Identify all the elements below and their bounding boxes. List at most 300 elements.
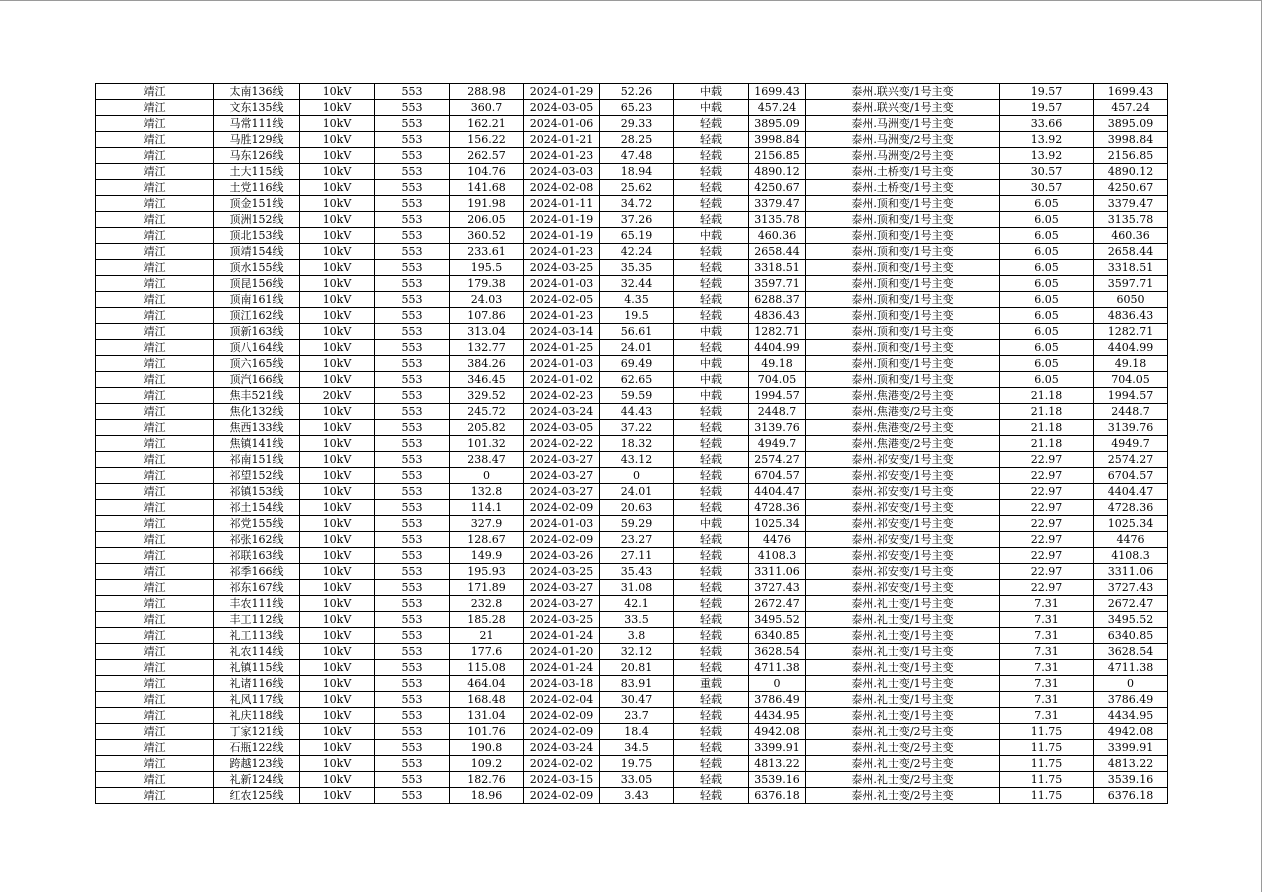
cell-available-capacity: 4813.22 xyxy=(749,756,806,772)
cell-load-rate: 3.8 xyxy=(600,628,674,644)
cell-current: 21 xyxy=(450,628,524,644)
cell-voltage: 10kV xyxy=(300,372,375,388)
cell-available-capacity: 1025.34 xyxy=(749,516,806,532)
cell-rated-current: 553 xyxy=(375,612,450,628)
cell-voltage: 10kV xyxy=(300,660,375,676)
cell-voltage: 10kV xyxy=(300,772,375,788)
cell-available-capacity: 2658.44 xyxy=(749,244,806,260)
cell-load-status: 中载 xyxy=(674,100,749,116)
cell-voltage: 10kV xyxy=(300,436,375,452)
cell-date: 2024-03-27 xyxy=(524,596,600,612)
cell-rated-current: 553 xyxy=(375,340,450,356)
cell-available-capacity: 3379.47 xyxy=(749,196,806,212)
cell-rated-current: 553 xyxy=(375,420,450,436)
cell-current: 114.1 xyxy=(450,500,524,516)
cell-adjusted-capacity: 6050 xyxy=(1094,292,1168,308)
cell-transformer: 泰州.焦港变/2号主变 xyxy=(806,436,1000,452)
cell-line-name: 祁联163线 xyxy=(214,548,300,564)
cell-load-status: 中载 xyxy=(674,372,749,388)
cell-available-capacity: 3597.71 xyxy=(749,276,806,292)
cell-region: 靖江 xyxy=(96,340,214,356)
cell-voltage: 10kV xyxy=(300,724,375,740)
cell-load-rate: 0 xyxy=(600,468,674,484)
cell-line-name: 丰工112线 xyxy=(214,612,300,628)
cell-current: 262.57 xyxy=(450,148,524,164)
cell-line-name: 焦西133线 xyxy=(214,420,300,436)
cell-load-rate: 56.61 xyxy=(600,324,674,340)
cell-current: 360.52 xyxy=(450,228,524,244)
cell-line-name: 跨越123线 xyxy=(214,756,300,772)
table-row xyxy=(96,724,1168,740)
cell-adjusted-capacity: 1699.43 xyxy=(1094,84,1168,100)
cell-adjusted-capacity: 460.36 xyxy=(1094,228,1168,244)
cell-adjusted-capacity: 3135.78 xyxy=(1094,212,1168,228)
cell-load-status: 轻载 xyxy=(674,148,749,164)
cell-transformer-load-rate: 22.97 xyxy=(1000,548,1094,564)
cell-region: 靖江 xyxy=(96,740,214,756)
table-row xyxy=(96,708,1168,724)
cell-rated-current: 553 xyxy=(375,228,450,244)
cell-region: 靖江 xyxy=(96,324,214,340)
cell-region: 靖江 xyxy=(96,772,214,788)
cell-date: 2024-03-27 xyxy=(524,484,600,500)
table-row xyxy=(96,788,1168,804)
cell-available-capacity: 704.05 xyxy=(749,372,806,388)
cell-transformer-load-rate: 21.18 xyxy=(1000,436,1094,452)
table-row xyxy=(96,420,1168,436)
cell-region: 靖江 xyxy=(96,436,214,452)
table-row xyxy=(96,180,1168,196)
cell-voltage: 10kV xyxy=(300,164,375,180)
cell-adjusted-capacity: 4404.47 xyxy=(1094,484,1168,500)
cell-transformer-load-rate: 22.97 xyxy=(1000,580,1094,596)
cell-load-status: 中载 xyxy=(674,228,749,244)
cell-line-name: 祁张162线 xyxy=(214,532,300,548)
cell-voltage: 10kV xyxy=(300,788,375,804)
cell-transformer-load-rate: 6.05 xyxy=(1000,276,1094,292)
cell-load-status: 轻载 xyxy=(674,292,749,308)
cell-load-status: 轻载 xyxy=(674,708,749,724)
cell-available-capacity: 49.18 xyxy=(749,356,806,372)
cell-region: 靖江 xyxy=(96,180,214,196)
cell-available-capacity: 3786.49 xyxy=(749,692,806,708)
cell-line-name: 祁东167线 xyxy=(214,580,300,596)
cell-current: 346.45 xyxy=(450,372,524,388)
cell-voltage: 10kV xyxy=(300,740,375,756)
cell-load-status: 轻载 xyxy=(674,532,749,548)
table-row xyxy=(96,660,1168,676)
cell-rated-current: 553 xyxy=(375,404,450,420)
cell-current: 131.04 xyxy=(450,708,524,724)
table-row xyxy=(96,356,1168,372)
cell-line-name: 土大115线 xyxy=(214,164,300,180)
table-row xyxy=(96,516,1168,532)
cell-current: 168.48 xyxy=(450,692,524,708)
cell-load-rate: 42.24 xyxy=(600,244,674,260)
cell-current: 101.76 xyxy=(450,724,524,740)
cell-current: 384.26 xyxy=(450,356,524,372)
cell-line-name: 顶六165线 xyxy=(214,356,300,372)
cell-adjusted-capacity: 3311.06 xyxy=(1094,564,1168,580)
cell-load-status: 轻载 xyxy=(674,660,749,676)
cell-voltage: 10kV xyxy=(300,484,375,500)
cell-adjusted-capacity: 2672.47 xyxy=(1094,596,1168,612)
cell-load-rate: 43.12 xyxy=(600,452,674,468)
table-row xyxy=(96,484,1168,500)
cell-available-capacity: 1994.57 xyxy=(749,388,806,404)
cell-load-rate: 23.7 xyxy=(600,708,674,724)
cell-transformer: 泰州.顶和变/1号主变 xyxy=(806,308,1000,324)
cell-transformer-load-rate: 7.31 xyxy=(1000,628,1094,644)
cell-adjusted-capacity: 4949.7 xyxy=(1094,436,1168,452)
cell-region: 靖江 xyxy=(96,356,214,372)
cell-voltage: 10kV xyxy=(300,244,375,260)
cell-rated-current: 553 xyxy=(375,628,450,644)
cell-load-status: 中载 xyxy=(674,516,749,532)
cell-current: 156.22 xyxy=(450,132,524,148)
cell-load-rate: 65.23 xyxy=(600,100,674,116)
cell-adjusted-capacity: 3139.76 xyxy=(1094,420,1168,436)
cell-date: 2024-02-09 xyxy=(524,788,600,804)
cell-rated-current: 553 xyxy=(375,244,450,260)
cell-adjusted-capacity: 2658.44 xyxy=(1094,244,1168,260)
cell-transformer-load-rate: 21.18 xyxy=(1000,388,1094,404)
cell-adjusted-capacity: 2574.27 xyxy=(1094,452,1168,468)
cell-load-status: 轻载 xyxy=(674,420,749,436)
cell-load-status: 轻载 xyxy=(674,244,749,260)
cell-available-capacity: 4836.43 xyxy=(749,308,806,324)
cell-available-capacity: 4942.08 xyxy=(749,724,806,740)
cell-transformer-load-rate: 11.75 xyxy=(1000,724,1094,740)
cell-rated-current: 553 xyxy=(375,116,450,132)
cell-current: 0 xyxy=(450,468,524,484)
cell-rated-current: 553 xyxy=(375,596,450,612)
cell-date: 2024-03-14 xyxy=(524,324,600,340)
cell-load-rate: 24.01 xyxy=(600,484,674,500)
cell-date: 2024-01-03 xyxy=(524,516,600,532)
cell-line-name: 焦镇141线 xyxy=(214,436,300,452)
cell-rated-current: 553 xyxy=(375,308,450,324)
cell-voltage: 10kV xyxy=(300,196,375,212)
cell-rated-current: 553 xyxy=(375,580,450,596)
cell-adjusted-capacity: 4836.43 xyxy=(1094,308,1168,324)
cell-voltage: 10kV xyxy=(300,500,375,516)
table-row xyxy=(96,308,1168,324)
cell-current: 327.9 xyxy=(450,516,524,532)
cell-current: 132.77 xyxy=(450,340,524,356)
cell-transformer-load-rate: 22.97 xyxy=(1000,500,1094,516)
cell-transformer-load-rate: 6.05 xyxy=(1000,260,1094,276)
cell-load-status: 轻载 xyxy=(674,628,749,644)
cell-transformer: 泰州.焦港变/2号主变 xyxy=(806,404,1000,420)
cell-load-rate: 33.5 xyxy=(600,612,674,628)
cell-region: 靖江 xyxy=(96,84,214,100)
cell-voltage: 10kV xyxy=(300,468,375,484)
cell-adjusted-capacity: 1994.57 xyxy=(1094,388,1168,404)
cell-rated-current: 553 xyxy=(375,180,450,196)
cell-line-name: 马常111线 xyxy=(214,116,300,132)
cell-line-name: 文东135线 xyxy=(214,100,300,116)
cell-transformer: 泰州.顶和变/1号主变 xyxy=(806,324,1000,340)
cell-available-capacity: 3895.09 xyxy=(749,116,806,132)
cell-region: 靖江 xyxy=(96,596,214,612)
cell-transformer: 泰州.顶和变/1号主变 xyxy=(806,212,1000,228)
cell-line-name: 祁望152线 xyxy=(214,468,300,484)
cell-line-name: 顶靖154线 xyxy=(214,244,300,260)
cell-load-rate: 18.4 xyxy=(600,724,674,740)
cell-region: 靖江 xyxy=(96,628,214,644)
cell-transformer-load-rate: 6.05 xyxy=(1000,196,1094,212)
cell-voltage: 10kV xyxy=(300,756,375,772)
table-row xyxy=(96,452,1168,468)
cell-load-status: 中载 xyxy=(674,324,749,340)
cell-load-rate: 32.44 xyxy=(600,276,674,292)
cell-adjusted-capacity: 457.24 xyxy=(1094,100,1168,116)
cell-transformer-load-rate: 11.75 xyxy=(1000,788,1094,804)
cell-load-rate: 31.08 xyxy=(600,580,674,596)
cell-transformer-load-rate: 11.75 xyxy=(1000,756,1094,772)
cell-load-status: 轻载 xyxy=(674,484,749,500)
cell-adjusted-capacity: 4942.08 xyxy=(1094,724,1168,740)
cell-rated-current: 553 xyxy=(375,740,450,756)
cell-voltage: 10kV xyxy=(300,692,375,708)
cell-voltage: 10kV xyxy=(300,148,375,164)
cell-line-name: 顶江162线 xyxy=(214,308,300,324)
table-row xyxy=(96,628,1168,644)
cell-load-status: 轻载 xyxy=(674,740,749,756)
cell-region: 靖江 xyxy=(96,292,214,308)
cell-load-status: 中载 xyxy=(674,356,749,372)
cell-load-rate: 25.62 xyxy=(600,180,674,196)
cell-load-rate: 23.27 xyxy=(600,532,674,548)
table-row xyxy=(96,164,1168,180)
cell-region: 靖江 xyxy=(96,564,214,580)
cell-current: 149.9 xyxy=(450,548,524,564)
cell-date: 2024-03-03 xyxy=(524,164,600,180)
cell-date: 2024-02-09 xyxy=(524,724,600,740)
cell-current: 107.86 xyxy=(450,308,524,324)
cell-transformer-load-rate: 30.57 xyxy=(1000,164,1094,180)
cell-rated-current: 553 xyxy=(375,500,450,516)
cell-transformer: 泰州.礼士变/1号主变 xyxy=(806,596,1000,612)
cell-date: 2024-02-08 xyxy=(524,180,600,196)
cell-voltage: 10kV xyxy=(300,548,375,564)
cell-load-rate: 19.75 xyxy=(600,756,674,772)
cell-load-rate: 37.22 xyxy=(600,420,674,436)
cell-adjusted-capacity: 6376.18 xyxy=(1094,788,1168,804)
cell-available-capacity: 3727.43 xyxy=(749,580,806,596)
cell-load-status: 轻载 xyxy=(674,452,749,468)
cell-date: 2024-01-23 xyxy=(524,244,600,260)
cell-load-status: 轻载 xyxy=(674,276,749,292)
cell-voltage: 10kV xyxy=(300,340,375,356)
cell-available-capacity: 3998.84 xyxy=(749,132,806,148)
cell-rated-current: 553 xyxy=(375,356,450,372)
cell-voltage: 10kV xyxy=(300,564,375,580)
feeder-load-table xyxy=(95,83,1168,804)
cell-load-rate: 27.11 xyxy=(600,548,674,564)
cell-line-name: 顶金151线 xyxy=(214,196,300,212)
cell-load-status: 轻载 xyxy=(674,612,749,628)
cell-rated-current: 553 xyxy=(375,388,450,404)
cell-voltage: 10kV xyxy=(300,260,375,276)
cell-transformer-load-rate: 22.97 xyxy=(1000,468,1094,484)
cell-rated-current: 553 xyxy=(375,692,450,708)
cell-available-capacity: 2574.27 xyxy=(749,452,806,468)
cell-transformer: 泰州.祁安变/1号主变 xyxy=(806,500,1000,516)
cell-date: 2024-01-03 xyxy=(524,276,600,292)
cell-load-rate: 65.19 xyxy=(600,228,674,244)
cell-adjusted-capacity: 4728.36 xyxy=(1094,500,1168,516)
cell-available-capacity: 4949.7 xyxy=(749,436,806,452)
cell-available-capacity: 3311.06 xyxy=(749,564,806,580)
cell-current: 206.05 xyxy=(450,212,524,228)
cell-region: 靖江 xyxy=(96,116,214,132)
cell-voltage: 10kV xyxy=(300,276,375,292)
cell-load-rate: 33.05 xyxy=(600,772,674,788)
cell-region: 靖江 xyxy=(96,676,214,692)
cell-load-rate: 18.32 xyxy=(600,436,674,452)
cell-load-status: 轻载 xyxy=(674,404,749,420)
cell-rated-current: 553 xyxy=(375,436,450,452)
cell-current: 141.68 xyxy=(450,180,524,196)
cell-load-status: 轻载 xyxy=(674,596,749,612)
cell-line-name: 礼工113线 xyxy=(214,628,300,644)
cell-voltage: 10kV xyxy=(300,84,375,100)
cell-voltage: 10kV xyxy=(300,100,375,116)
cell-transformer: 泰州.礼士变/1号主变 xyxy=(806,660,1000,676)
cell-load-status: 轻载 xyxy=(674,436,749,452)
cell-voltage: 10kV xyxy=(300,420,375,436)
cell-load-rate: 37.26 xyxy=(600,212,674,228)
table-row xyxy=(96,596,1168,612)
cell-voltage: 10kV xyxy=(300,516,375,532)
table-row xyxy=(96,196,1168,212)
cell-rated-current: 553 xyxy=(375,708,450,724)
cell-date: 2024-01-06 xyxy=(524,116,600,132)
table-row xyxy=(96,212,1168,228)
cell-rated-current: 553 xyxy=(375,516,450,532)
cell-line-name: 丁家121线 xyxy=(214,724,300,740)
cell-adjusted-capacity: 3786.49 xyxy=(1094,692,1168,708)
cell-rated-current: 553 xyxy=(375,132,450,148)
cell-date: 2024-02-09 xyxy=(524,532,600,548)
table-row xyxy=(96,532,1168,548)
cell-region: 靖江 xyxy=(96,148,214,164)
cell-load-status: 中载 xyxy=(674,84,749,100)
cell-date: 2024-03-26 xyxy=(524,548,600,564)
cell-line-name: 顶南161线 xyxy=(214,292,300,308)
cell-date: 2024-03-25 xyxy=(524,564,600,580)
cell-voltage: 20kV xyxy=(300,388,375,404)
cell-line-name: 焦化132线 xyxy=(214,404,300,420)
cell-current: 104.76 xyxy=(450,164,524,180)
cell-region: 靖江 xyxy=(96,500,214,516)
cell-current: 195.93 xyxy=(450,564,524,580)
cell-voltage: 10kV xyxy=(300,580,375,596)
cell-load-rate: 4.35 xyxy=(600,292,674,308)
cell-transformer-load-rate: 6.05 xyxy=(1000,372,1094,388)
cell-load-status: 轻载 xyxy=(674,180,749,196)
cell-voltage: 10kV xyxy=(300,356,375,372)
cell-transformer-load-rate: 6.05 xyxy=(1000,308,1094,324)
cell-date: 2024-01-23 xyxy=(524,308,600,324)
cell-rated-current: 553 xyxy=(375,644,450,660)
cell-date: 2024-01-03 xyxy=(524,356,600,372)
cell-transformer: 泰州.顶和变/1号主变 xyxy=(806,228,1000,244)
table-row xyxy=(96,644,1168,660)
cell-date: 2024-02-05 xyxy=(524,292,600,308)
cell-line-name: 顶北153线 xyxy=(214,228,300,244)
cell-date: 2024-03-18 xyxy=(524,676,600,692)
cell-transformer: 泰州.礼士变/2号主变 xyxy=(806,740,1000,756)
cell-region: 靖江 xyxy=(96,260,214,276)
cell-transformer: 泰州.礼士变/1号主变 xyxy=(806,708,1000,724)
cell-region: 靖江 xyxy=(96,532,214,548)
cell-date: 2024-01-11 xyxy=(524,196,600,212)
cell-available-capacity: 3628.54 xyxy=(749,644,806,660)
cell-load-rate: 59.59 xyxy=(600,388,674,404)
table-row xyxy=(96,148,1168,164)
cell-adjusted-capacity: 4404.99 xyxy=(1094,340,1168,356)
cell-transformer: 泰州.马洲变/2号主变 xyxy=(806,132,1000,148)
table-row xyxy=(96,324,1168,340)
cell-voltage: 10kV xyxy=(300,452,375,468)
cell-region: 靖江 xyxy=(96,228,214,244)
cell-current: 360.7 xyxy=(450,100,524,116)
cell-adjusted-capacity: 4813.22 xyxy=(1094,756,1168,772)
cell-adjusted-capacity: 3495.52 xyxy=(1094,612,1168,628)
cell-region: 靖江 xyxy=(96,516,214,532)
cell-current: 313.04 xyxy=(450,324,524,340)
cell-available-capacity: 2156.85 xyxy=(749,148,806,164)
cell-transformer-load-rate: 13.92 xyxy=(1000,148,1094,164)
cell-rated-current: 553 xyxy=(375,196,450,212)
cell-transformer: 泰州.联兴变/1号主变 xyxy=(806,100,1000,116)
cell-transformer: 泰州.顶和变/1号主变 xyxy=(806,276,1000,292)
cell-line-name: 祁党155线 xyxy=(214,516,300,532)
cell-date: 2024-03-05 xyxy=(524,420,600,436)
cell-load-status: 轻载 xyxy=(674,548,749,564)
cell-date: 2024-02-23 xyxy=(524,388,600,404)
table-row xyxy=(96,740,1168,756)
cell-rated-current: 553 xyxy=(375,660,450,676)
cell-current: 128.67 xyxy=(450,532,524,548)
cell-load-rate: 32.12 xyxy=(600,644,674,660)
cell-adjusted-capacity: 3399.91 xyxy=(1094,740,1168,756)
table-row xyxy=(96,692,1168,708)
cell-date: 2024-03-05 xyxy=(524,100,600,116)
cell-rated-current: 553 xyxy=(375,468,450,484)
cell-transformer-load-rate: 6.05 xyxy=(1000,212,1094,228)
table-row xyxy=(96,116,1168,132)
cell-adjusted-capacity: 4434.95 xyxy=(1094,708,1168,724)
cell-region: 靖江 xyxy=(96,548,214,564)
cell-current: 182.76 xyxy=(450,772,524,788)
cell-available-capacity: 4250.67 xyxy=(749,180,806,196)
cell-adjusted-capacity: 4108.3 xyxy=(1094,548,1168,564)
cell-transformer-load-rate: 22.97 xyxy=(1000,516,1094,532)
cell-voltage: 10kV xyxy=(300,404,375,420)
cell-voltage: 10kV xyxy=(300,228,375,244)
cell-transformer-load-rate: 21.18 xyxy=(1000,420,1094,436)
cell-date: 2024-03-25 xyxy=(524,612,600,628)
cell-transformer: 泰州.土桥变/1号主变 xyxy=(806,180,1000,196)
cell-transformer-load-rate: 19.57 xyxy=(1000,100,1094,116)
cell-rated-current: 553 xyxy=(375,292,450,308)
cell-load-rate: 47.48 xyxy=(600,148,674,164)
cell-line-name: 祁土154线 xyxy=(214,500,300,516)
